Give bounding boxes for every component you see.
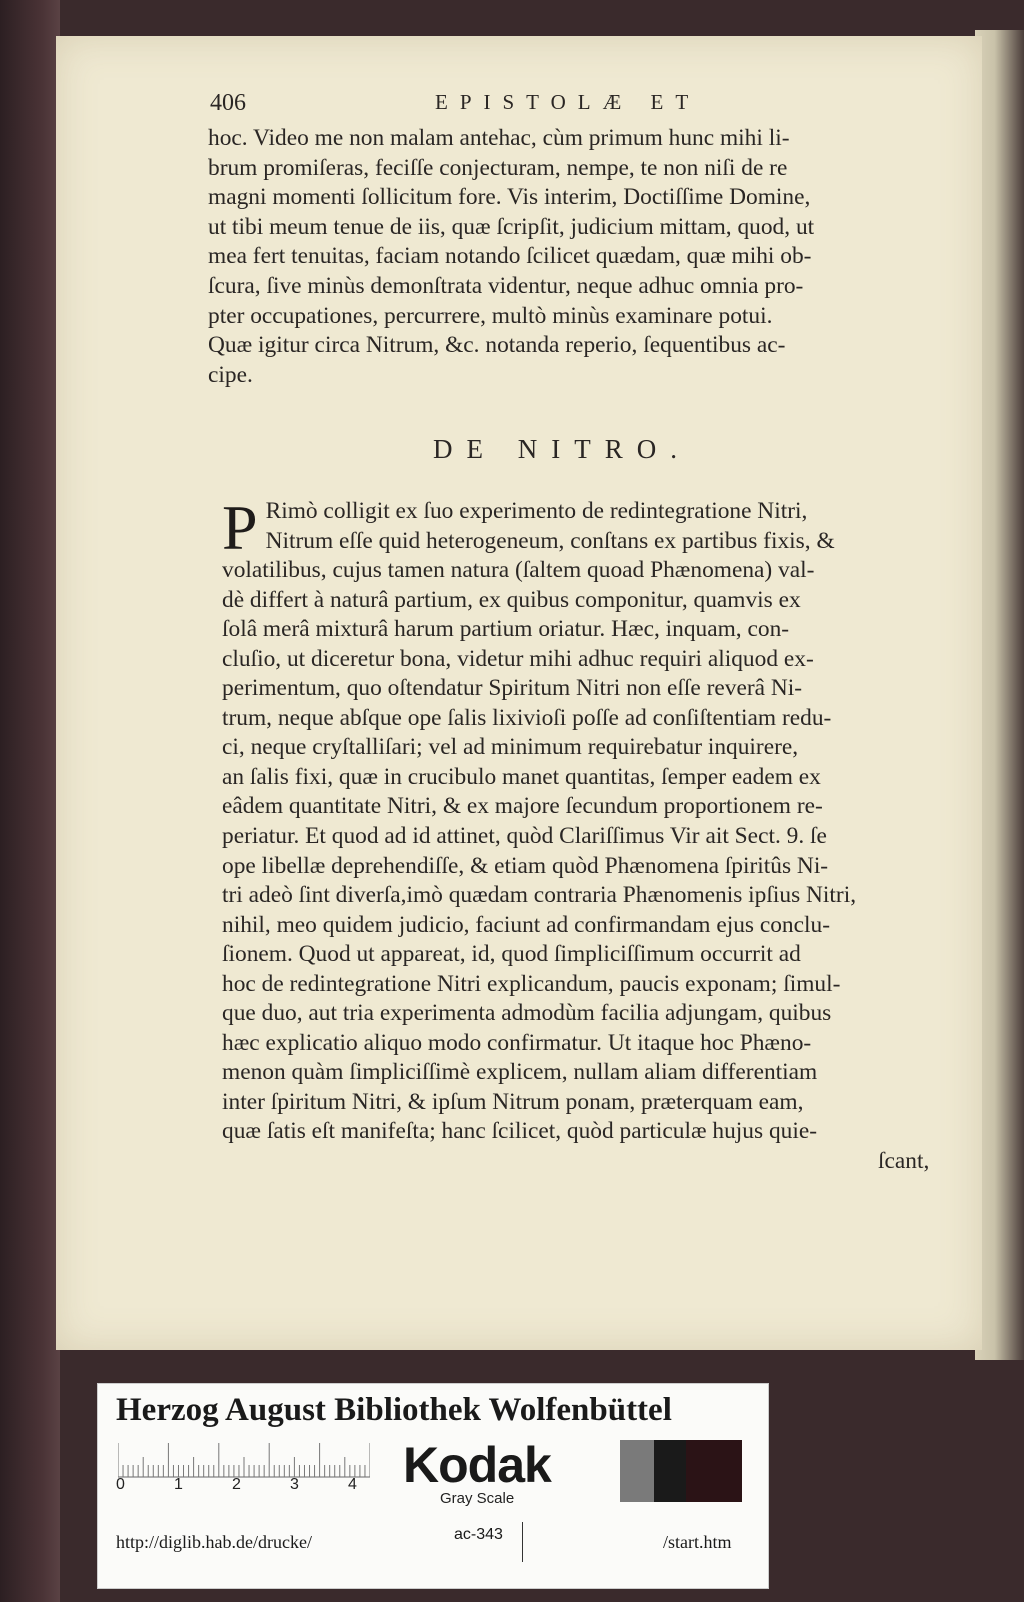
text-line: tri adeò ſint diverſa,imò quædam contraria Phænomenis ipſius Nitri,: [222, 882, 857, 909]
color-calibration-card: [97, 1383, 769, 1589]
text-line: magni momenti ſollicitum fore. Vis interim, Doctiſſime Domine,: [208, 184, 811, 211]
text-line: cluſio, ut diceretur bona, videtur mihi adhuc requiri aliquod ex-: [222, 645, 814, 672]
text-line: volatilibus, cujus tamen natura (ſaltem quoad Phænomena) val-: [222, 557, 815, 584]
text-line: mea fert tenuitas, faciam notando ſcilicet quædam, quæ mihi ob-: [208, 243, 812, 270]
ruler-scale: [118, 1440, 370, 1478]
text-line: cipe.: [208, 361, 253, 388]
page-edge: [975, 30, 1024, 1360]
text-line: Rimò colligit ex ſuo experimento de redintegratione Nitri,: [265, 498, 808, 524]
ruler-number: 2: [232, 1476, 241, 1493]
running-title: EPISTOLÆ ET: [435, 90, 701, 114]
text-line: inter ſpiritum Nitri, & ipſum Nitrum ponam, præterquam eam,: [222, 1088, 804, 1115]
ruler-number: 4: [348, 1476, 357, 1493]
text-line: Quæ igitur circa Nitrum, &c. notanda reperio, ſequentibus ac-: [208, 332, 786, 359]
text-line: ſolâ merâ mixturâ harum partium oriatur. Hæc, inquam, con-: [222, 616, 790, 643]
black-swatch: [654, 1440, 686, 1502]
shelf-code: ac-343: [454, 1526, 503, 1543]
text-line: ope libellæ deprehendiſſe, & etiam quòd Phænomena ſpiritûs Ni-: [222, 852, 829, 879]
text-line: ci, neque cryſtalliſari; vel ad minimum requirebatur inquirere,: [222, 734, 799, 761]
text-line: perimentum, quo oſtendatur Spiritum Nitri non eſſe reverâ Ni-: [222, 675, 803, 702]
text-line: dè differt à naturâ partium, ex quibus componitur, quamvis ex: [222, 586, 801, 613]
text-line: hoc. Video me non malam antehac, cùm primum hunc mihi li-: [208, 125, 790, 151]
ruler-number: 1: [174, 1476, 183, 1493]
kodak-logo: Kodak: [403, 1437, 551, 1493]
ruler-numbers: [116, 1476, 376, 1498]
text-line: ut tibi meum tenue de iis, quæ ſcripſit, judicium mittam, quod, ut: [208, 213, 815, 240]
section-heading: DE NITRO.: [433, 434, 691, 464]
book-spine: [0, 0, 60, 1602]
text-line: menon quàm ſimpliciſſimè explicem, nullam aliam differentiam: [222, 1059, 818, 1086]
text-line: hoc de redintegratione Nitri explicandum, paucis exponam; ſimul-: [222, 970, 841, 997]
catchword: ſcant,: [878, 1148, 930, 1174]
gray-scale-label: Gray Scale: [440, 1490, 515, 1507]
code-divider: [522, 1522, 523, 1562]
text-line: quæ ſatis eſt manifeſta; hanc ſcilicet, quòd particulæ hujus quie-: [222, 1118, 818, 1145]
intro-paragraph: [208, 124, 936, 390]
dark-swatch: [686, 1440, 742, 1502]
url-suffix: /start.htm: [663, 1532, 732, 1552]
text-line: Nitrum eſſe quid heterogeneum, conſtans ex partibus fixis, &: [265, 527, 835, 554]
library-url: http://diglib.hab.de/drucke/: [116, 1532, 312, 1552]
text-line: ſionem. Quod ut appareat, id, quod ſimpliciſſimum occurrit ad: [222, 941, 801, 968]
text-line: hæc explicatio aliquo modo confirmatur. Ut itaque hoc Phæno-: [222, 1029, 812, 1056]
text-line: periatur. Et quod ad id attinet, quòd Clariſſimus Vir ait Sect. 9. ſe: [222, 823, 827, 850]
text-line: ſcura, ſive minùs demonſtrata videntur, neque adhuc omnia pro-: [208, 272, 804, 299]
text-line: nihil, meo quidem judicio, faciunt ad confirmandam ejus conclu-: [222, 911, 830, 938]
ruler-number: 3: [290, 1476, 299, 1493]
library-name: Herzog August Bibliothek Wolfenbüttel: [116, 1392, 672, 1428]
page-number: 406: [210, 90, 246, 116]
text-line: trum, neque abſque ope ſalis lixivioſi poſſe ad conſiſtentiam redu-: [222, 704, 832, 731]
text-line: que duo, aut tria experimenta admodùm facilia adjungam, quibus: [222, 1000, 832, 1027]
drop-cap: P: [222, 492, 258, 563]
text-line: pter occupationes, percurrere, multò minùs examinare potui.: [208, 302, 773, 329]
text-line: eâdem quantitate Nitri, & ex majore ſecundum proportionem re-: [222, 793, 823, 820]
text-line: an ſalis fixi, quæ in crucibulo manet quantitas, ſemper eadem ex: [222, 763, 821, 790]
gray-swatch: [620, 1440, 654, 1502]
text-line: brum promiſeras, feciſſe conjecturam, nempe, te non niſi de re: [208, 154, 788, 181]
running-head: [210, 90, 930, 124]
body-paragraph: [222, 492, 940, 1147]
ruler-number: 0: [116, 1476, 125, 1493]
